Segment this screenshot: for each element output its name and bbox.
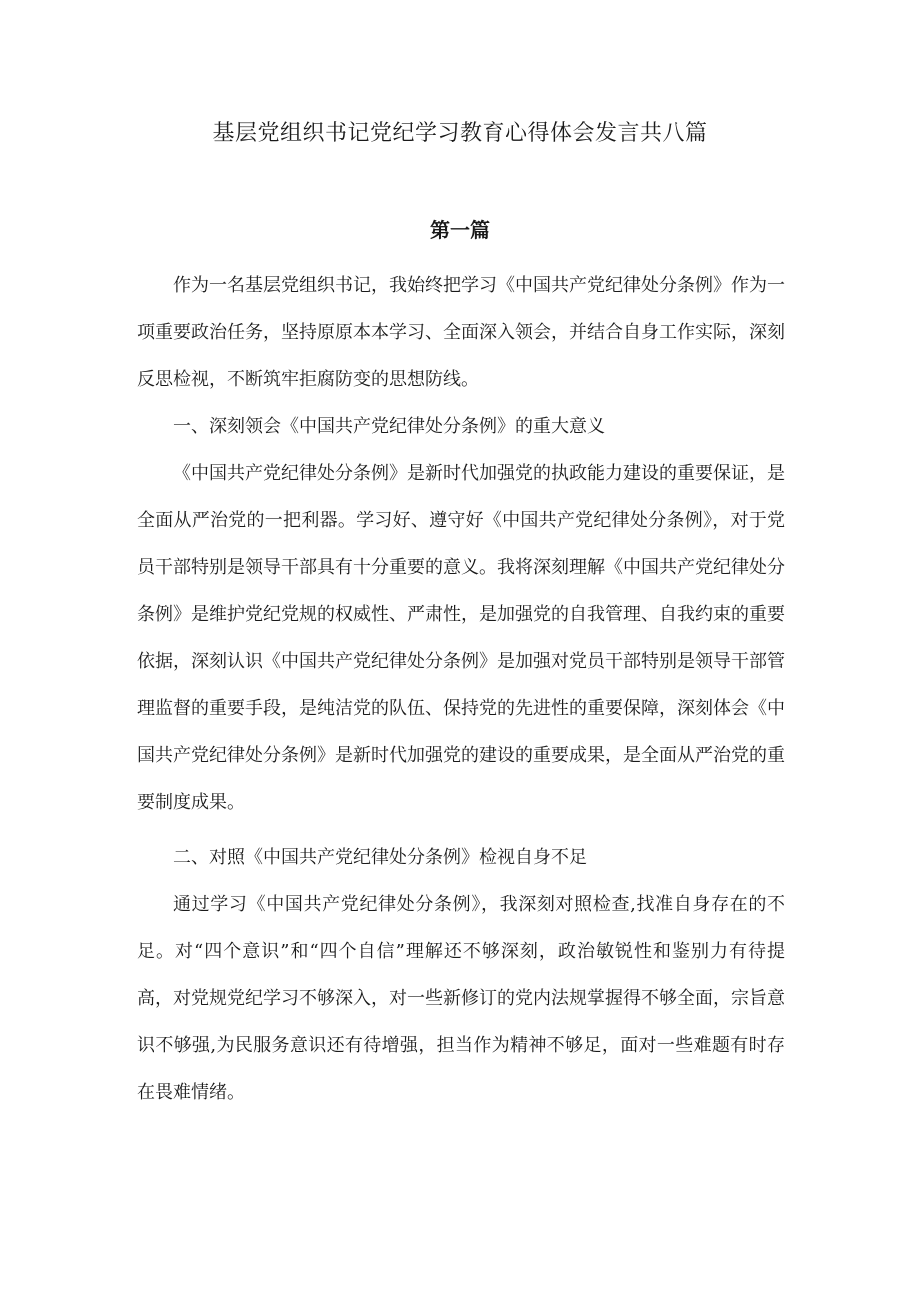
- section-title: 第一篇: [430, 218, 490, 242]
- subheading-1: 一、深刻领会《中国共产党纪律处分条例》的重大意义: [173, 416, 605, 437]
- body-paragraph-2: 通过学习《中国共产党纪律处分条例》，我深刻对照检查,找准自身存在的不足。对“四个意识”和“四个自信”理解还不够深刻，政治敏锐性和鉴别力有待提高，对党规党纪学习不够深入，对一些新修订的党内法规掌握得不够全面，宗旨意识不够强,为民服务意识还有待增强，担当作为精神不够足，面对一些难题有时存在畏难情绪。: [137, 894, 785, 1103]
- document-body: [137, 262, 785, 1116]
- intro-paragraph: 作为一名基层党组织书记，我始终把学习《中国共产党纪律处分条例》作为一项重要政治任务，坚持原原本本学习、全面深入领会，并结合自身工作实际，深刻反思检视，不断筑牢拒腐防变的思想防线。: [137, 275, 785, 390]
- document-title: 基层党组织书记党纪学习教育心得体会发言共八篇: [212, 121, 708, 146]
- subheading-2: 二、对照《中国共产党纪律处分条例》检视自身不足: [173, 847, 587, 868]
- body-paragraph-1: 《中国共产党纪律处分条例》是新时代加强党的执政能力建设的重要保证，是全面从严治党的一把利器。学习好、遵守好《中国共产党纪律处分条例》，对于党员干部特别是领导干部具有十分重要的意义。我将深刻理解《中国共产党纪律处分条例》是维护党纪党规的权威性、严肃性，是加强党的自我管理、自我约束的重要依据，深刻认识《中国共产党纪律处分条例》是加强对党员干部特别是领导干部管理监督的重要手段，是纯洁党的队伍、保持党的先进性的重要保障，深刻体会《中国共产党纪律处分条例》是新时代加强党的建设的重要成果，是全面从严治党的重要制度成果。: [137, 463, 785, 813]
